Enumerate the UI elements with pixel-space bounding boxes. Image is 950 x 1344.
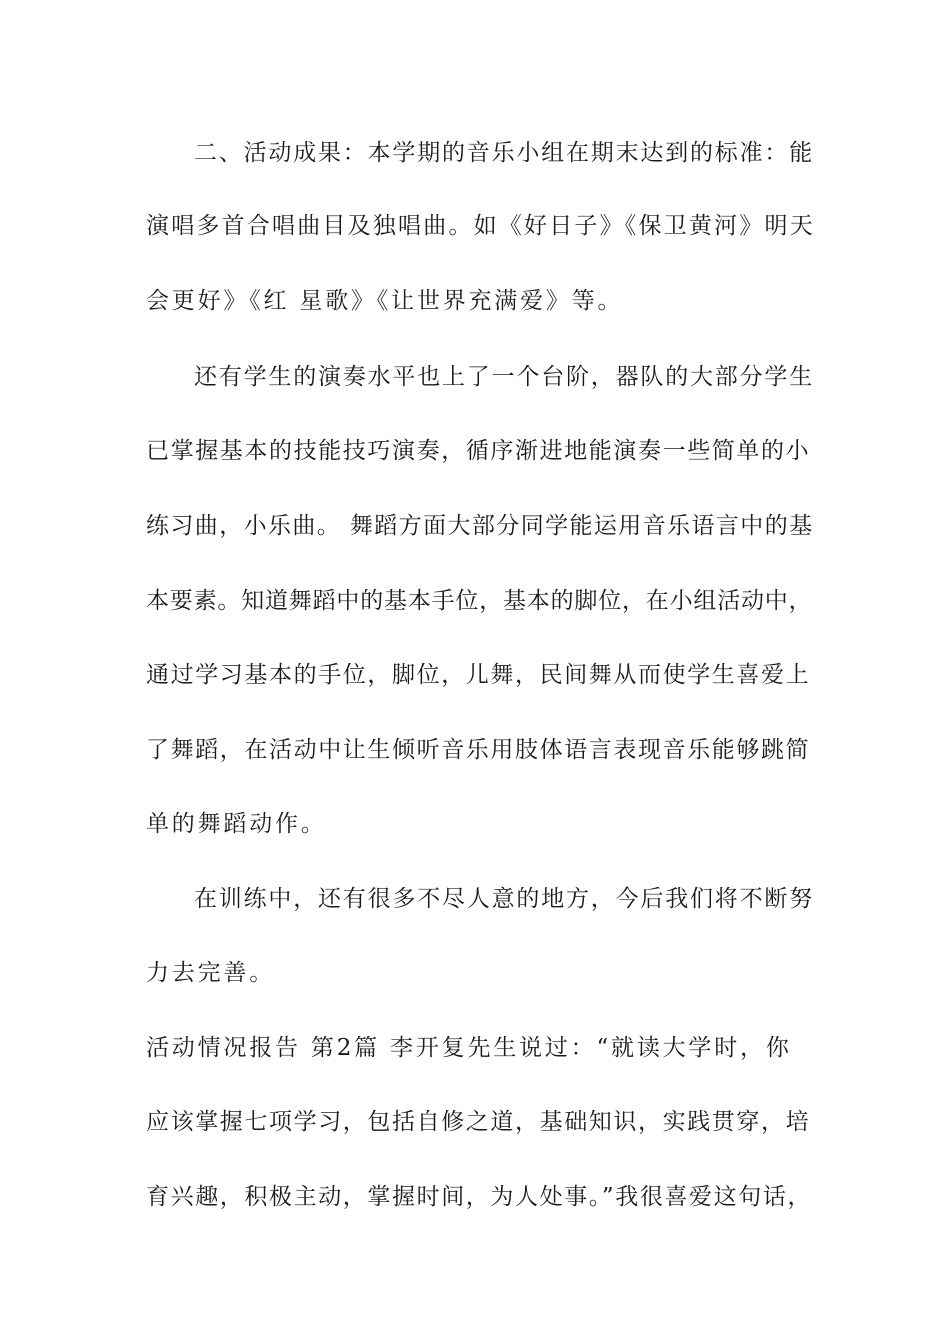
text-line: 本要素。知道舞蹈中的基本手位，基本的脚位，在小组活动中， bbox=[146, 588, 813, 614]
text-line: 会更好》《红 星歌》《让世界充满爱》等。 bbox=[146, 288, 624, 314]
text-line: 育兴趣，积极主动，掌握时间，为人处事。”我很喜爱这句话， bbox=[146, 1184, 813, 1210]
text-line: 还有学生的演奏水平也上了一个台阶，器队的大部分学生 bbox=[194, 364, 814, 390]
text-line: 通过学习基本的手位，脚位，儿舞，民间舞从而使学生喜爱上 bbox=[146, 662, 811, 688]
text-line: 了舞蹈，在活动中让生倾听音乐用肢体语言表现音乐能够跳简 bbox=[146, 737, 811, 763]
text-line: 已掌握基本的技能技巧演奏，循序渐进地能演奏一些简单的小 bbox=[146, 438, 811, 464]
text-line: 演唱多首合唱曲目及独唱曲。如《好日子》《保卫黄河》明天 bbox=[146, 213, 815, 239]
text-line: 活动情况报告 第2篇 李开复先生说过：“就读大学时，你 bbox=[146, 1035, 792, 1061]
text-line: 力去完善。 bbox=[146, 960, 275, 986]
text-line: 应该掌握七项学习，包括自修之道，基础知识，实践贯穿，培 bbox=[146, 1109, 811, 1135]
text-line: 在训练中，还有很多不尽人意的地方，今后我们将不断努 bbox=[194, 886, 814, 912]
text-line: 练习曲，小乐曲。 舞蹈方面大部分同学能运用音乐语言中的基 bbox=[146, 513, 814, 539]
text-line: 单的舞蹈动作。 bbox=[146, 811, 327, 837]
text-line: 二、活动成果：本学期的音乐小组在期末达到的标准：能 bbox=[194, 140, 814, 166]
